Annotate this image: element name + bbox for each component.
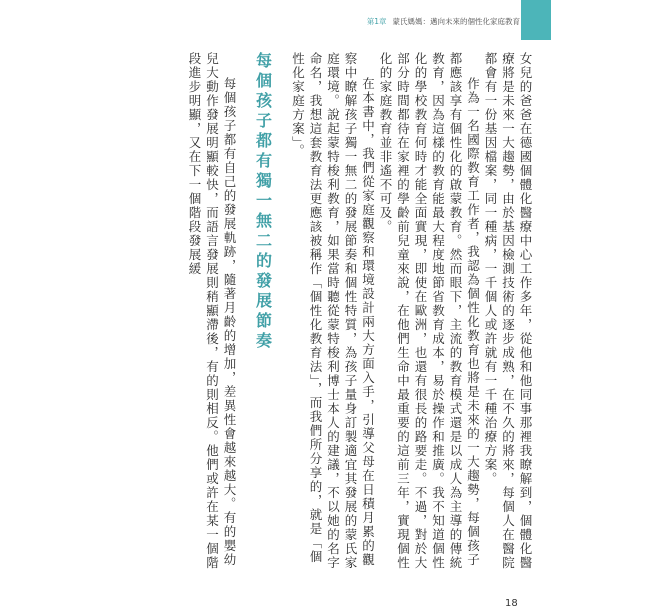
running-header — [0, 14, 520, 28]
body-paragraph-2: 作為一名國際教育工作者，我認為個性化教育也將是未來的一大趨勢，每個孩子都應該享有個性化的啟蒙教育。然而眼下，主流的教育模式還是以成人為主導的傳統教育，因為這樣的教育能最大程度地節省教育成本，易於操作和推廣。我不知道個性化的學校教育何時才能全面實現，即使在歐洲，也還有很長的路要走。不過，對於大部分時間都待在家裡的學齡前兒童來說，在他們生命中最重要的這前三年，實現個性化的家庭教育並非遙不可及。 — [378, 52, 481, 570]
section-heading: 每個孩子都有獨一無二的發展節奏 — [253, 52, 273, 352]
page-number: 18 — [505, 598, 518, 609]
chapter-color-bar — [521, 0, 551, 40]
section-paragraph: 每個孩子都有自己的發展軌跡，隨著月齡的增加，差異性會越來越大。有的嬰幼兒大動作發展明顯較快，而語言發展則稍顯滯後，有的則相反。他們或許在某一個階段進步明顯，又在下一個階段發展緩 — [187, 52, 237, 570]
chapter-title: 蒙氏媽媽：邁向未來的個性化家庭教育 — [392, 16, 520, 26]
body-paragraph-3: 在本書中，我們從家庭觀察和環境設計兩大方面入手，引導父母在日積月累的觀察中瞭解孩子獨一無二的發展節奏和個性特質，為孩子量身訂製適宜其發展的蒙氏家庭環境。說起蒙特梭利教育，如果當時聽從蒙特梭利博士本人的建議，不以她的名字命名，我想這套教育法更應該被稱作「個性化教育法」，而我們所分享的，就是「個性化家庭方案」。 — [290, 52, 376, 570]
chapter-label: 第1章 — [366, 16, 387, 26]
vertical-text-body — [178, 52, 534, 572]
body-paragraph-1: 女兒的爸爸在德國個體化醫療中心工作多年，從他和他同事那裡我瞭解到，個體化醫療將是未來一大趨勢，由於基因檢測技術的逐步成熟，在不久的將來，每個人在醫院都會有一份基因檔案，同一種病，一千個人或許就有一千種治療方案。 — [483, 52, 533, 570]
